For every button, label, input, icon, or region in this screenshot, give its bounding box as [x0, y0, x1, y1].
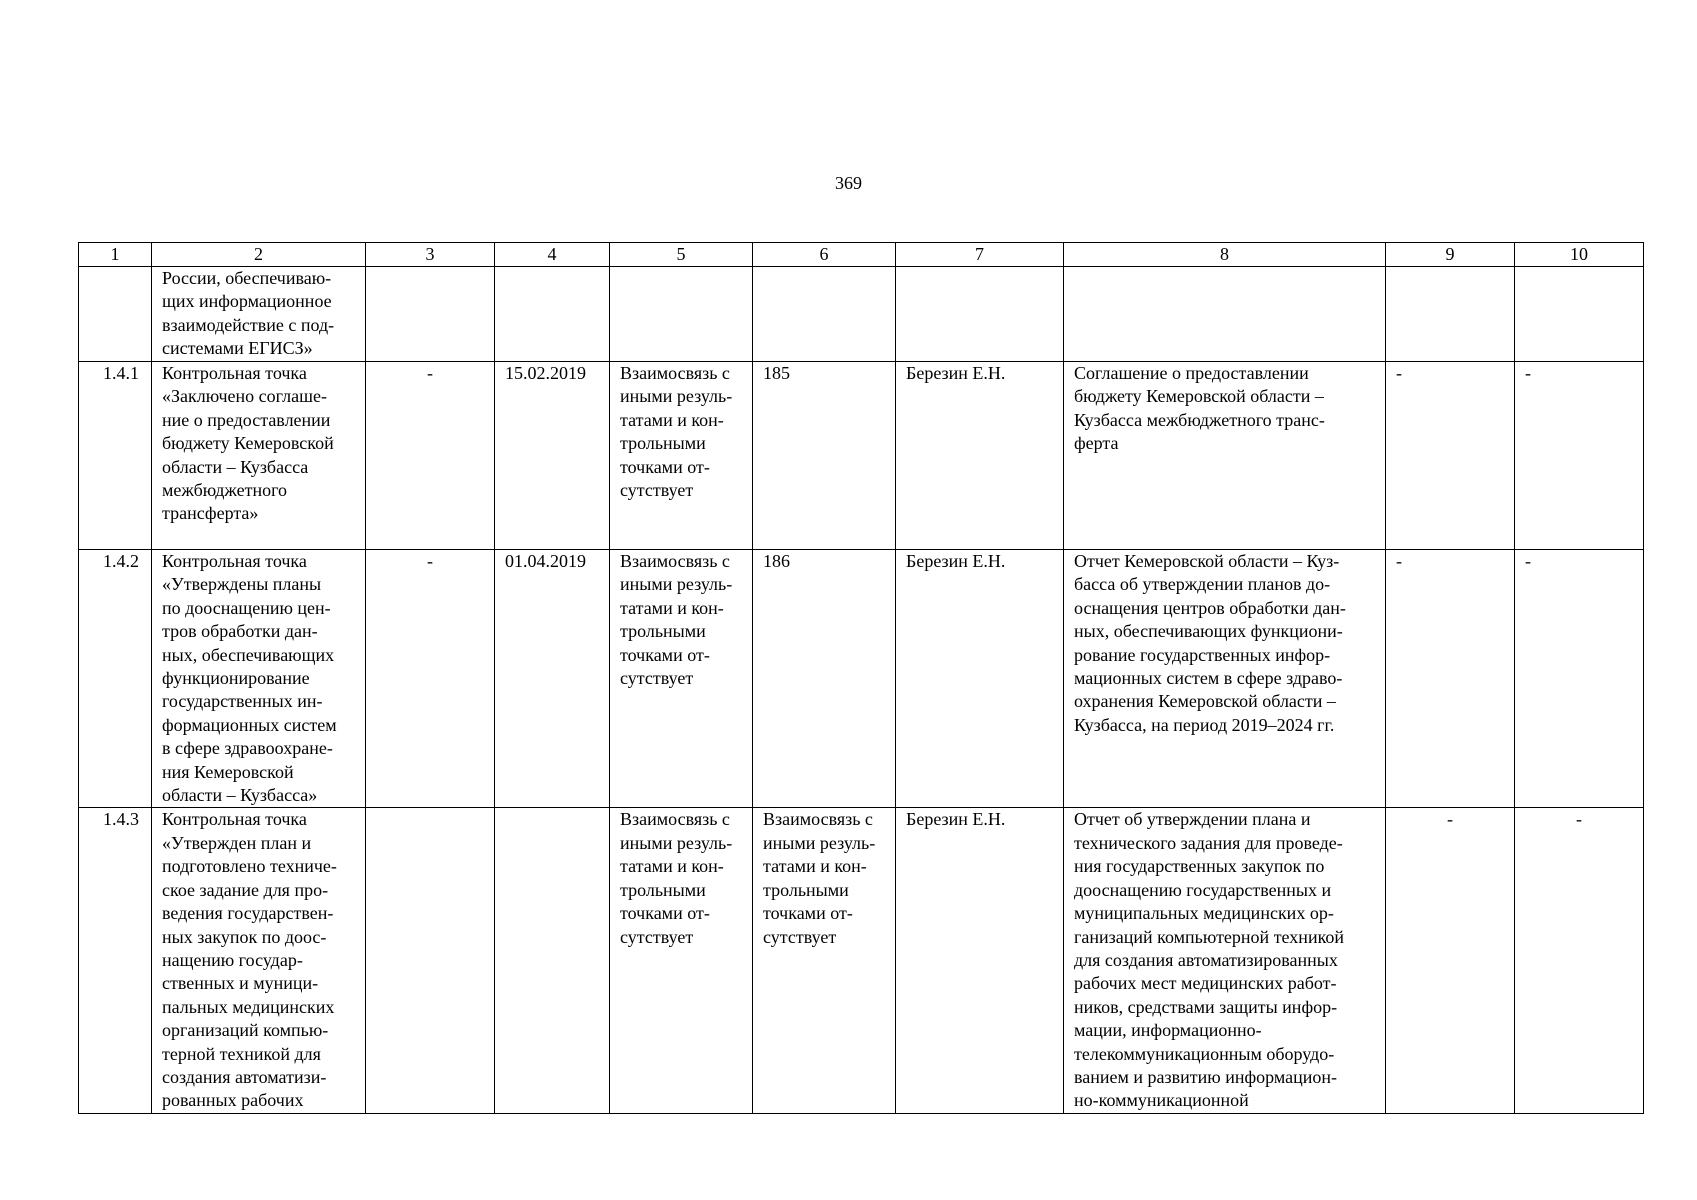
- column-number: 3: [366, 243, 495, 267]
- date-cell: [495, 808, 610, 1113]
- table-row: [79, 362, 1644, 550]
- cell-col3: -: [366, 550, 495, 808]
- cell-col10: -: [1515, 808, 1644, 1113]
- item-number-cell: 1.4.3: [79, 808, 152, 1113]
- cell-col9: -: [1386, 362, 1515, 550]
- cell-col10: -: [1515, 362, 1644, 550]
- document-cell: Отчет об утверждении плана и технического задания для проведе- ния государственных закупок по дооснащению государственных и муниципальных медицинских ор- ганизаций компьютерной техникой для создания автоматизированных рабочих мест медицинских работ- ников, средствами защиты инфор- мации, информационно- телекоммуникационным оборудо- ванием и развитию информацион- но-коммуникационной: [1064, 808, 1386, 1113]
- table-row: [79, 267, 1644, 362]
- relation-cell: Взаимосвязь с иными резуль- татами и кон- трольными точками от- сутствует: [610, 550, 753, 808]
- cell-col9: [1386, 267, 1515, 362]
- item-number-cell: 1.4.1: [79, 362, 152, 550]
- table-row: [79, 808, 1644, 1113]
- relation-cell: Взаимосвязь с иными резуль- татами и кон- трольными точками от- сутствует: [610, 808, 753, 1113]
- responsible-cell: [896, 267, 1064, 362]
- column-number: 5: [610, 243, 753, 267]
- column-number: 6: [753, 243, 896, 267]
- cell-col3: -: [366, 362, 495, 550]
- cell-col10: -: [1515, 550, 1644, 808]
- cell-col10: [1515, 267, 1644, 362]
- plan-table: [78, 242, 1644, 1114]
- item-name-cell: России, обеспечиваю- щих информационное взаимодействие с под- системами ЕГИСЗ»: [152, 267, 366, 362]
- responsible-cell: Березин Е.Н.: [896, 362, 1064, 550]
- column-number: 8: [1064, 243, 1386, 267]
- responsible-cell: Березин Е.Н.: [896, 808, 1064, 1113]
- code-cell: 186: [753, 550, 896, 808]
- responsible-cell: Березин Е.Н.: [896, 550, 1064, 808]
- item-name-cell: Контрольная точка «Утверждены планы по дооснащению цен- тров обработки дан- ных, обеспечивающих функционирование государственных ин- формационных систем в сфере здравоохране- ния Кемеровской области – Кузбасса»: [152, 550, 366, 808]
- table-row: [79, 550, 1644, 808]
- cell-col9: -: [1386, 808, 1515, 1113]
- date-cell: [495, 267, 610, 362]
- relation-cell: [610, 267, 753, 362]
- cell-col3: [366, 267, 495, 362]
- relation-cell: Взаимосвязь с иными резуль- татами и кон- трольными точками от- сутствует: [753, 808, 896, 1113]
- cell-col3: [366, 808, 495, 1113]
- page-number: 369: [835, 173, 862, 193]
- date-cell: 01.04.2019: [495, 550, 610, 808]
- item-number-cell: [79, 267, 152, 362]
- item-name-cell: Контрольная точка «Утвержден план и подготовлено техниче- ское задание для про- ведения государствен- ных закупок по доос- нащению государ- ственных и муници- пальных медицинских организаций компью- терной техникой для создания автоматизи- рованных рабочих: [152, 808, 366, 1113]
- cell-col9: -: [1386, 550, 1515, 808]
- document-cell: Соглашение о предоставлении бюджету Кемеровской области – Кузбасса межбюджетного транс- ферта: [1064, 362, 1386, 550]
- code-cell: [753, 267, 896, 362]
- document-cell: Отчет Кемеровской области – Куз- басса об утверждении планов до- оснащения центров обработки дан- ных, обеспечивающих функциони- рование государственных инфор- мационных систем в сфере здраво- охранения Кемеровской области – Кузбасса, на период 2019–2024 гг.: [1064, 550, 1386, 808]
- item-name-cell: Контрольная точка «Заключено соглаше- ние о предоставлении бюджету Кемеровской области – Кузбасса межбюджетного трансферта»: [152, 362, 366, 550]
- document-cell: [1064, 267, 1386, 362]
- column-number: 2: [152, 243, 366, 267]
- relation-cell: Взаимосвязь с иными резуль- татами и кон- трольными точками от- сутствует: [610, 362, 753, 550]
- column-number: 7: [896, 243, 1064, 267]
- column-number: 9: [1386, 243, 1515, 267]
- item-number-cell: 1.4.2: [79, 550, 152, 808]
- column-number: 4: [495, 243, 610, 267]
- column-number: 10: [1515, 243, 1644, 267]
- column-number: 1: [79, 243, 152, 267]
- table-header-row: [79, 243, 1644, 267]
- date-cell: 15.02.2019: [495, 362, 610, 550]
- code-cell: 185: [753, 362, 896, 550]
